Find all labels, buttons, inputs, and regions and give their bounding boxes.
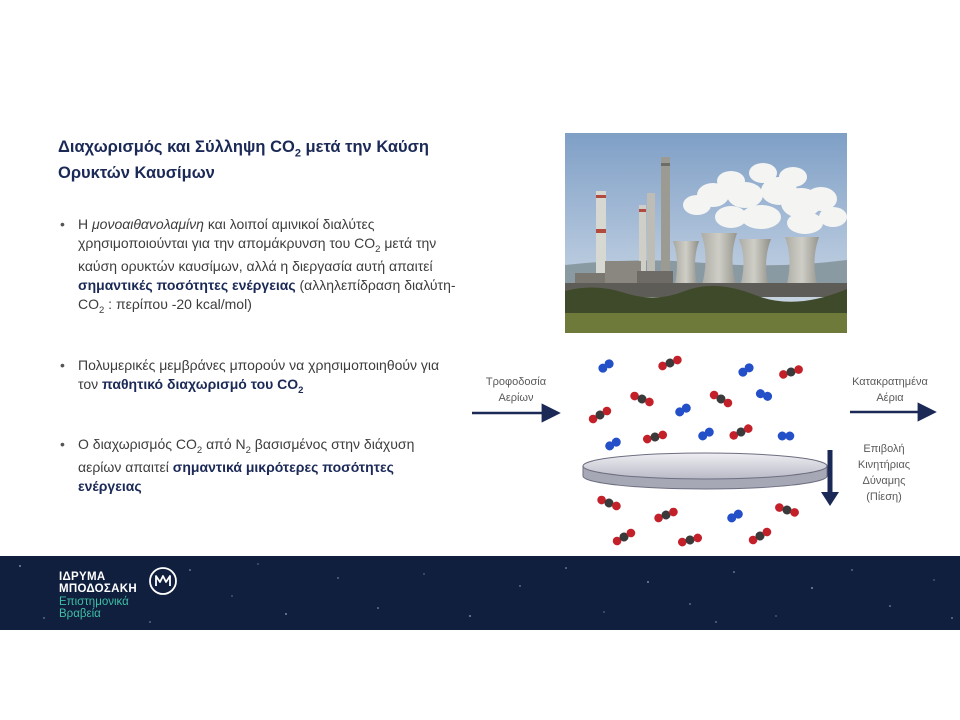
bodossaki-logo-mark-icon — [148, 566, 178, 596]
membrane-disc — [583, 453, 827, 489]
co2-molecule — [747, 526, 773, 546]
bullet-amine-solvents: • Η μονοαιθανολαμίνη και λοιποί αμινικοί διαλύτες χρησιμοποιούνται για την απομάκρυνση του $CO_2$ μετά την καύση ορυκτών καυσίμων, αλλά η διεργασία αυτή απαιτεί σημαντικές ποσότητες ενέργειας (αλληλεπίδραση διαλύτη-$CO_2$ : περίπου -20 kcal/mol) — [58, 215, 458, 318]
bodossaki-logo: ΙΔΡΥΜΑ ΜΠΟΔΟΣΑΚΗ Επιστημονικά Βραβεία — [59, 571, 137, 621]
co2-molecule — [596, 494, 622, 512]
co2-molecule — [708, 389, 734, 409]
co2-molecule — [629, 390, 655, 408]
co2-molecule — [774, 502, 800, 518]
retained-gases-label: Κατακρατημένα Αέρια — [852, 376, 928, 404]
driving-force-arrowhead — [821, 492, 839, 506]
bullet-gas-diffusion: • Ο διαχωρισμός $CO_2$ από $N_2$ βασισμένος στην διάχυση αερίων απαιτεί σημαντικά μικρότερες ποσότητες ενέργειας — [58, 435, 458, 496]
feed-label: Τροφοδοσία Αερίων — [485, 376, 547, 404]
footer-stars — [0, 556, 960, 630]
co2-molecule — [611, 527, 637, 547]
permeate-molecules — [596, 494, 800, 547]
n2-molecule — [755, 388, 774, 402]
co2-molecule — [642, 429, 668, 444]
co2-molecule — [587, 405, 613, 425]
n2-molecule — [778, 432, 795, 441]
co2-molecule — [653, 506, 679, 524]
co2-molecule — [728, 423, 754, 442]
n2-molecule — [697, 426, 716, 442]
co2-molecule — [778, 364, 804, 380]
driving-force-label: Επιβολή Κινητήριας Δύναμης (Πίεση) — [857, 443, 911, 503]
bullet-polymer-membranes: • Πολυμερικές μεμβράνες μπορούν να χρησιμοποιηθούν για τον παθητικό διαχωρισμό του $CO_2$ — [58, 356, 458, 398]
n2-molecule — [726, 508, 745, 524]
n2-molecule — [737, 362, 756, 379]
co2-molecule — [677, 532, 703, 547]
n2-molecule — [604, 436, 623, 452]
feed-molecules — [587, 354, 804, 452]
co2-molecule — [657, 354, 683, 372]
footer-band — [0, 556, 960, 630]
slide-title: Διαχωρισμός και Σύλληψη $CO_2$ μετά την Καύση Ορυκτών Καυσίμων — [58, 138, 429, 183]
n2-molecule — [674, 402, 693, 418]
n2-molecule — [597, 358, 616, 375]
